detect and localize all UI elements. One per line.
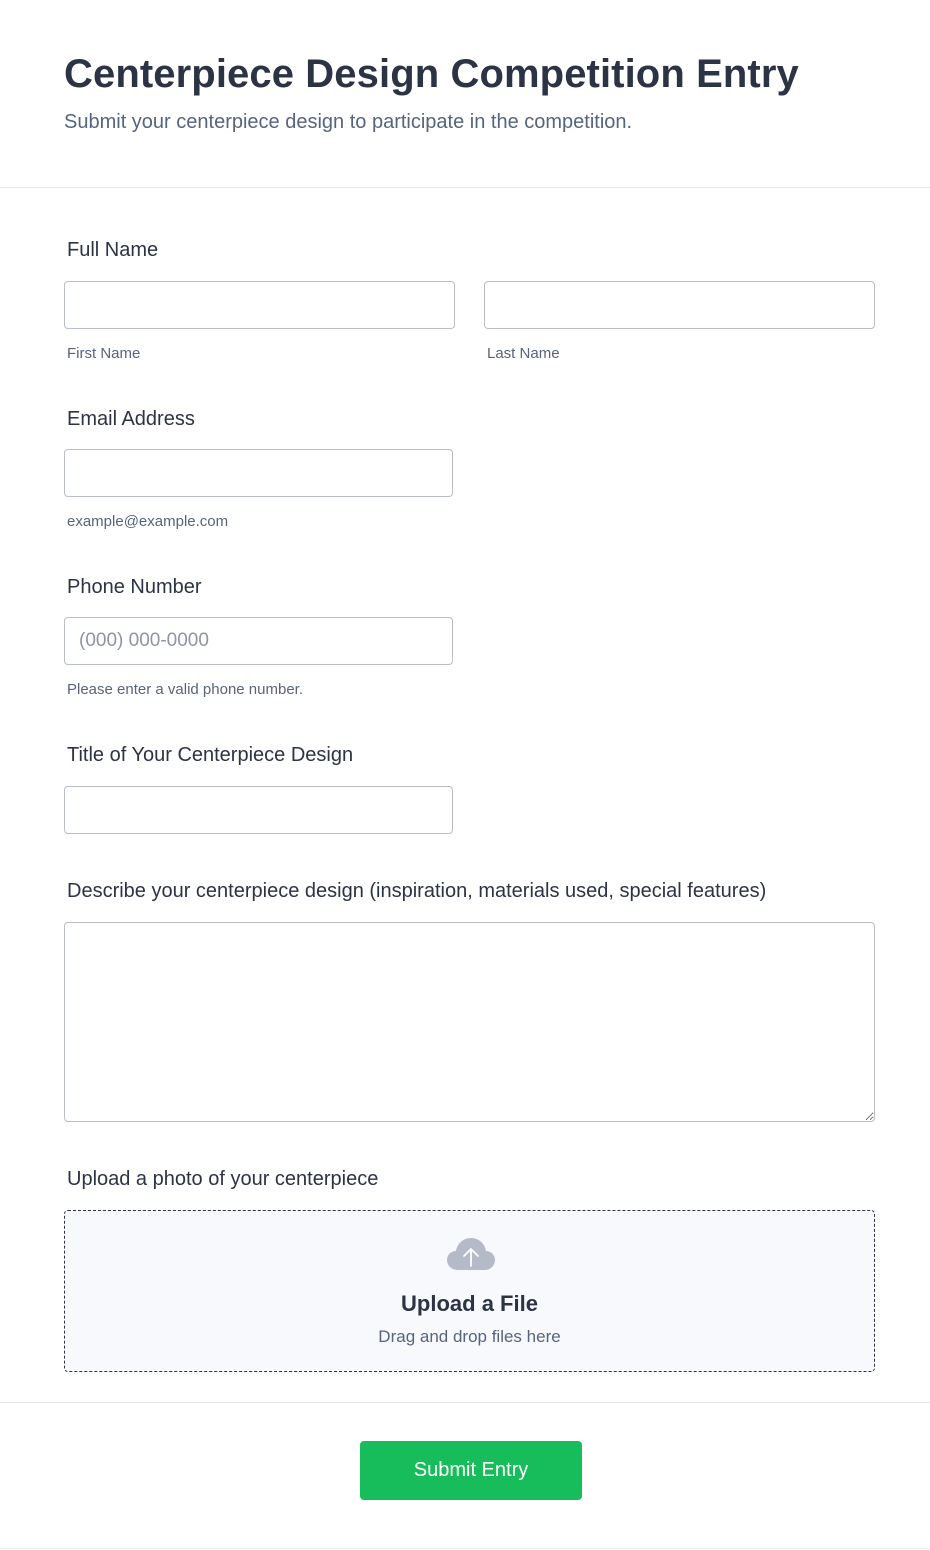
email-label: Email Address xyxy=(67,408,195,430)
description-label: Describe your centerpiece design (inspiration, materials used, special features) xyxy=(67,880,767,902)
page-subtitle: Submit your centerpiece design to participate in the competition. xyxy=(64,111,633,133)
page-title: Centerpiece Design Competition Entry xyxy=(64,52,799,96)
phone-input[interactable] xyxy=(64,617,453,665)
full-name-label: Full Name xyxy=(67,239,159,261)
form-header xyxy=(0,0,930,188)
phone-label: Phone Number xyxy=(67,576,202,598)
email-field[interactable] xyxy=(64,449,453,497)
upload-subtitle: Drag and drop files here xyxy=(378,1327,561,1346)
upload-label: Upload a photo of your centerpiece xyxy=(67,1168,379,1190)
design-title-input[interactable] xyxy=(64,786,453,834)
description-textarea[interactable] xyxy=(64,922,875,1122)
design-title-label: Title of Your Centerpiece Design xyxy=(67,744,354,766)
first-name-input[interactable] xyxy=(64,281,455,329)
first-name-sublabel: First Name xyxy=(67,345,141,362)
file-upload-dropzone[interactable] xyxy=(64,1210,875,1372)
last-name-input[interactable] xyxy=(484,281,875,329)
cloud-upload-icon xyxy=(446,1237,496,1271)
email-sublabel: example@example.com xyxy=(67,513,229,530)
phone-sublabel: Please enter a valid phone number. xyxy=(67,681,303,698)
upload-title: Upload a File xyxy=(401,1291,538,1316)
submit-entry-button[interactable]: Submit Entry xyxy=(360,1441,582,1500)
last-name-sublabel: Last Name xyxy=(487,345,560,362)
footer-divider xyxy=(0,1402,930,1403)
bottom-divider xyxy=(0,1548,930,1549)
